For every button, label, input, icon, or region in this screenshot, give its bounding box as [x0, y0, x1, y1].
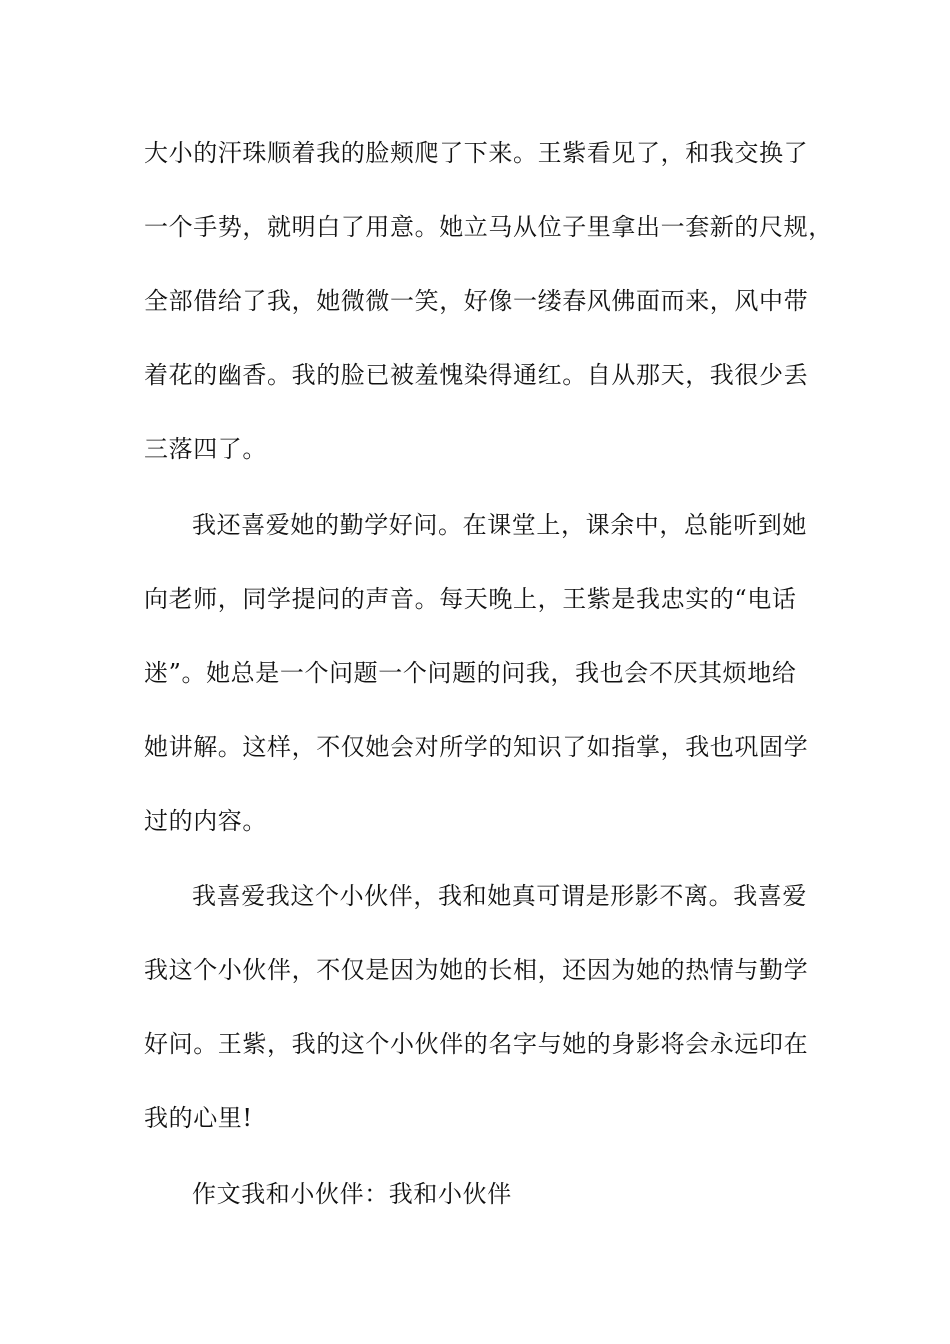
text-line: 三落四了。: [144, 435, 267, 463]
text-line: 全部借给了我，她微微一笑，好像一缕春风佛面而来，风中带: [144, 287, 809, 315]
section-title-line: 作文我和小伙伴：我和小伙伴: [192, 1180, 512, 1208]
text-line: 我的心里!: [144, 1104, 253, 1132]
text-line: 迷”。她总是一个问题一个问题的问我，我也会不厌其烦地给: [144, 659, 797, 687]
text-line: 过的内容。: [144, 807, 267, 835]
text-line: 向老师，同学提问的声音。每天晚上，王紫是我忠实的“电话: [144, 585, 797, 613]
text-line: 她讲解。这样，不仅她会对所学的知识了如指掌，我也巩固学: [144, 733, 809, 761]
text-line: 大小的汗珠顺着我的脸颊爬了下来。王紫看见了，和我交换了: [144, 139, 809, 167]
text-line: 我这个小伙伴，不仅是因为她的长相，还因为她的热情与勤学: [144, 956, 809, 984]
text-line: 着花的幽香。我的脸已被羞愧染得通红。自从那天，我很少丢: [144, 361, 809, 389]
paragraph-start-line: 我喜爱我这个小伙伴，我和她真可谓是形影不离。我喜爱: [192, 882, 807, 910]
text-line: 一个手势，就明白了用意。她立马从位子里拿出一套新的尺规，: [144, 213, 833, 241]
text-line: 好问。王紫，我的这个小伙伴的名字与她的身影将会永远印在: [144, 1030, 809, 1058]
paragraph-start-line: 我还喜爱她的勤学好问。在课堂上，课余中，总能听到她: [192, 511, 807, 539]
